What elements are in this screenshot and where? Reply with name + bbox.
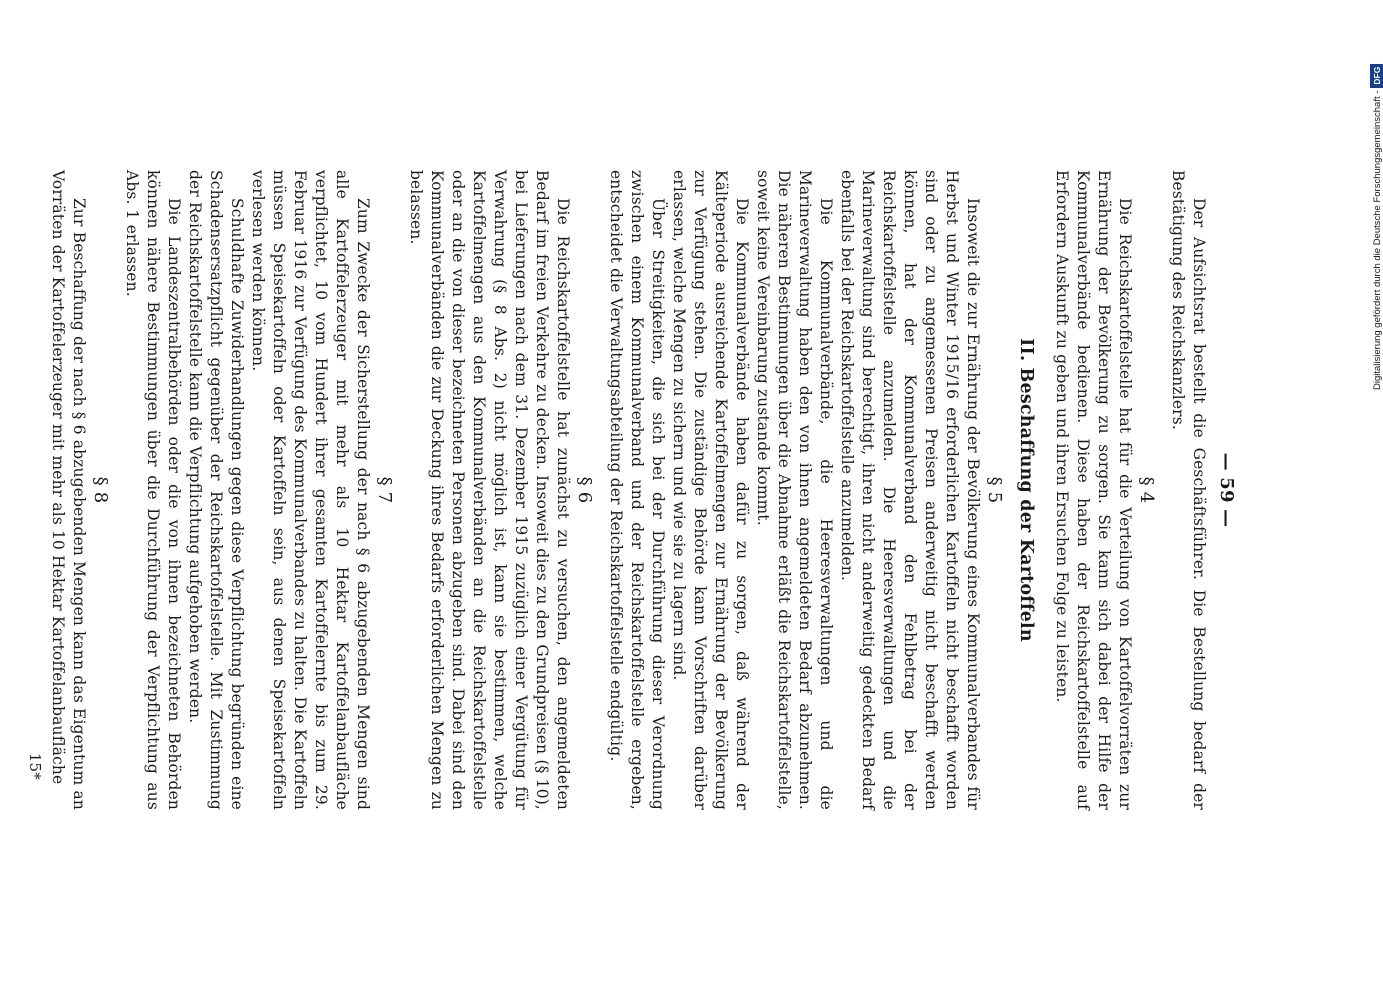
dfg-logo: DFG (1370, 64, 1383, 88)
paragraph-s4: Die Reichskartoffelstelle hat für die Verteilung von Kartoffelvorräten zur Ernährung der Bevölkerung zu sorgen. Sie kann sich dabei der Hilfe der Kommunalverbände bedienen. Diese haben der Reichskartoffelstelle auf Erfordern Auskunft zu geben und ihren Ersuchen Folge zu leisten. (1053, 170, 1134, 810)
paragraph-s7-3: Die Landeszentralbehörden oder die von ihnen bezeichneten Behörden können nähere Bestimmungen über die Durchführung der Verpflichtung aus Abs. 1 erlassen. (123, 170, 183, 810)
credit-text: Digitalisierung gefördert durch die Deutsche Forschungsgemeinschaft - (1372, 90, 1383, 390)
section-heading-4: § 4 (1136, 476, 1157, 504)
paragraph-s7-2: Schuldhafte Zuwiderhandlungen gegen diese Verpflichtung begründen eine Schadensersatzpflicht gegenüber der Reichskartoffelstelle. Mit Zustimmung der Reichskartoffelstelle kann die Verpflichtung aufgehoben werden. (186, 170, 246, 810)
paragraph-aufsichtsrat: Der Aufsichtsrat bestellt die Geschäftsführer. Die Bestellung bedarf der Bestätigung des Reichskanzlers. (1169, 170, 1208, 810)
paragraph-s5-1: Insoweit die zur Ernährung der Bevölkerung eines Kommunalverbandes für Herbst und Winter 1915/16 erforderlichen Kartoffeln nicht beschafft worden sind oder zu angemessenen Preisen anderweitig nicht beschafft werden können, hat der Kommunalverband den Fehlbetrag bei der Reichskartoffelstelle anzumelden. Die Heeresverwaltungen und die Marineverwaltung sind berechtigt, ihren nicht anderweitig gedeckten Bedarf ebenfalls bei der Reichskartoffelstelle anzumelden. (838, 170, 982, 810)
digitization-credit (1370, 10, 1383, 390)
section-heading-6: § 6 (574, 476, 595, 504)
page-number: — 59 — (1216, 452, 1237, 528)
signature-mark: 15* (26, 752, 44, 780)
section-heading-8: § 8 (90, 476, 111, 504)
paragraph-s6: Die Reichskartoffelstelle hat zunächst zu versuchen, den angemeldeten Bedarf im freien Verkehre zu decken. Insoweit dies zu den Grundpreisen (§ 10), bei Lieferungen nach dem 31. Dezember 1915 zuzüglich einer Vergütung für Verwahrung (§ 8 Abs. 2) nicht möglich ist, kann sie bestimmen, welche Kartoffelmengen aus den Kommunalverbänden an die Reichskartoffelstelle oder an die von dieser bezeichneten Personen abzugeben sind. Dabei sind den Kommunalverbänden die zur Deckung ihres Bedarfs erforderlichen Mengen zu belassen. (407, 170, 572, 810)
paragraph-s5-2: Die Kommunalverbände, die Heeresverwaltungen und die Marineverwaltung haben den von ihnen angemeldeten Bedarf abzunehmen. Die näheren Bestimmungen über die Abnahme erläßt die Reichskartoffelstelle, soweit keine Vereinbarung zustande kommt. (754, 170, 835, 810)
paragraph-s5-3: Die Kommunalverbände haben dafür zu sorgen, daß während der Kälteperiode ausreichende Kartoffelmengen zur Ernährung der Bevölkerung zur Verfügung stehen. Die zuständige Behörde kann Vorschriften darüber erlassen, welche Mengen zu sichern und wie sie zu lagern sind. (670, 170, 751, 810)
rotated-page (26, 170, 1237, 810)
paragraph-s5-4: Über Streitigkeiten, die sich bei der Durchführung dieser Verordnung zwischen einem Kommunalverband und der Reichskartoffelstelle ergeben, entscheidet die Verwaltungsabteilung der Reichskartoffelstelle endgültig. (607, 170, 667, 810)
credit-line (1370, 10, 1383, 390)
paragraph-s8: Zur Beschaffung der nach § 6 abzugebenden Mengen kann das Eigentum an Vorräten der Kartoffelerzeuger mit mehr als 10 Hektar Kartoffelanbaufläche (49, 170, 88, 810)
section-heading-7: § 7 (374, 476, 395, 504)
chapter-heading: II. Beschaffung der Kartoffeln (1016, 338, 1036, 642)
paragraph-s7-1: Zum Zwecke der Sicherstellung der nach § 6 abzugebenden Mengen sind alle Kartoffelerzeuger mit mehr als 10 Hektar Kartoffelanbaufläche verpflichtet, 10 vom Hundert ihrer gesamten Kartoffelernte bis zum 29. Februar 1916 zur Verfügung des Kommunalverbandes zu halten. Die Kartoffeln müssen Speisekartoffeln oder Kartoffeln sein, aus denen Speisekartoffeln verlesen werden können. (249, 170, 372, 810)
page-text-block (26, 170, 1237, 810)
section-heading-5: § 5 (984, 476, 1005, 504)
